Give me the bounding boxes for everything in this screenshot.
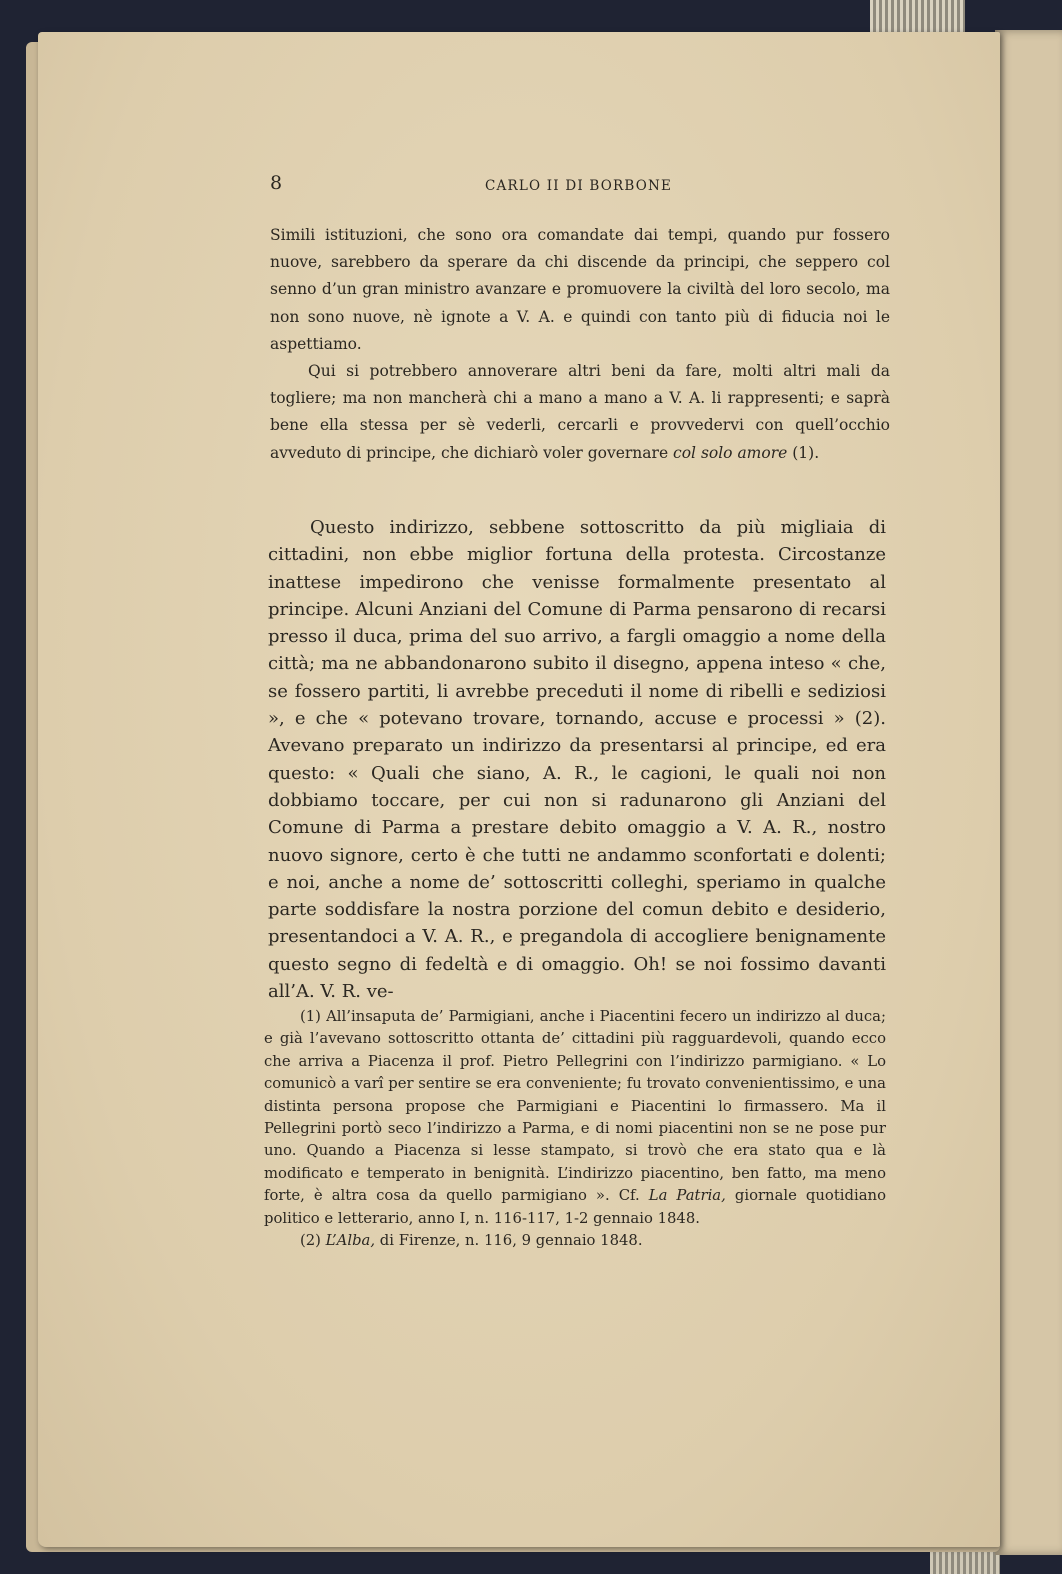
footnote-1 <box>264 1006 886 1230</box>
footnote-1-italic: La Patria, <box>648 1187 726 1205</box>
footnotes <box>264 1006 886 1252</box>
footnote-1-end: giornale quotidiano politico e letterario, anno I, n. 116-117, 1-2 gennaio 1848. <box>264 1187 886 1227</box>
upper-text-block <box>270 222 890 467</box>
footnote-2 <box>264 1230 886 1252</box>
page-number: 8 <box>270 172 283 194</box>
main-paragraph: Questo indirizzo, sebbene sottoscritto da più migliaia di cittadini, non ebbe miglior fortuna della protesta. Circostanze inattese impedirono che venisse formalmente presentato al principe. Alcuni Anziani del Comune di Parma pensarono di recarsi presso il duca, prima del suo arrivo, a fargli omaggio a nome della città; ma ne abbandonarono subito il disegno, appena inteso « che, se fossero partiti, li avrebbe preceduti il nome di ribelli e sediziosi », e che « potevano trovare, tornando, accuse e processi » (2). Avevano preparato un indirizzo da presentarsi al principe, ed era questo: « Quali che siano, A. R., le cagioni, le quali noi non dobbiamo toccare, per cui non si radunarono gli Anziani del Comune di Parma a prestare debito omaggio a V. A. R., nostro nuovo signore, certo è che tutti ne andammo sconfortati e dolenti; e noi, anche a nome de’ sottoscritti colleghi, speriamo in qualche parte soddisfare la nostra porzione del comun debito e desiderio, presentandoci a V. A. R., e pregandola di accogliere benignamente questo segno di fedeltà e di omaggio. Oh! se noi fossimo davanti all’A. V. R. ve- <box>268 517 886 1003</box>
footnote-2-italic: L’Alba, <box>325 1232 376 1250</box>
page-header <box>270 172 890 198</box>
paragraph-closing <box>270 358 890 467</box>
footnote-ref-1: (1). <box>787 443 820 462</box>
main-text-block <box>268 514 886 1005</box>
facing-page-edge <box>995 30 1062 1555</box>
footnote-2-end: di Firenze, n. 116, 9 gennaio 1848. <box>375 1232 643 1250</box>
footnote-2-number: (2) <box>300 1232 326 1250</box>
running-title: CARLO II DI BORBONE <box>485 178 673 194</box>
italic-phrase: col solo amore <box>673 443 788 462</box>
paragraph-closing-text: Qui si potrebbero annoverare altri beni da fare, molti altri mali da togliere; ma non mancherà chi a mano a mano a V. A. li rappresenti; e saprà bene ella stessa per sè vederli, cercarli e provvedervi con quell’occhio avveduto di principe, che dichiarò voler governare <box>270 362 890 462</box>
paragraph-continuation: Simili istituzioni, che sono ora comandate dai tempi, quando pur fossero nuove, sarebbero da sperare da chi discende da principi, che seppero col senno d’un gran ministro avanzare e promuovere la civiltà del loro secolo, ma non sono nuove, nè ignote a V. A. e quindi con tanto più di fiducia noi le aspettiamo. <box>270 226 890 353</box>
footnote-1-text: (1) All’insaputa de’ Parmigiani, anche i Piacentini fecero un indirizzo al duca; e già l’avevano sottoscritto ottanta de’ cittadini più ragguardevoli, quando ecco che arriva a Piacenza il prof. Pietro Pellegrini con l’indirizzo parmigiano. « Lo comunicò a varî per sentire se era conveniente; fu trovato convenientissimo, e una distinta persona propose che Parmigiani e Piacentini lo firmassero. Ma il Pellegrini portò seco l’indirizzo a Parma, e di nomi piacentini non se ne pose pur uno. Quando a Piacenza si lesse stampato, si trovò che era stato qua e là modificato e temperato in benignità. L’indirizzo piacentino, ben fatto, ma meno forte, è altra cosa da quello parmigiano ». Cf. <box>264 1008 886 1205</box>
